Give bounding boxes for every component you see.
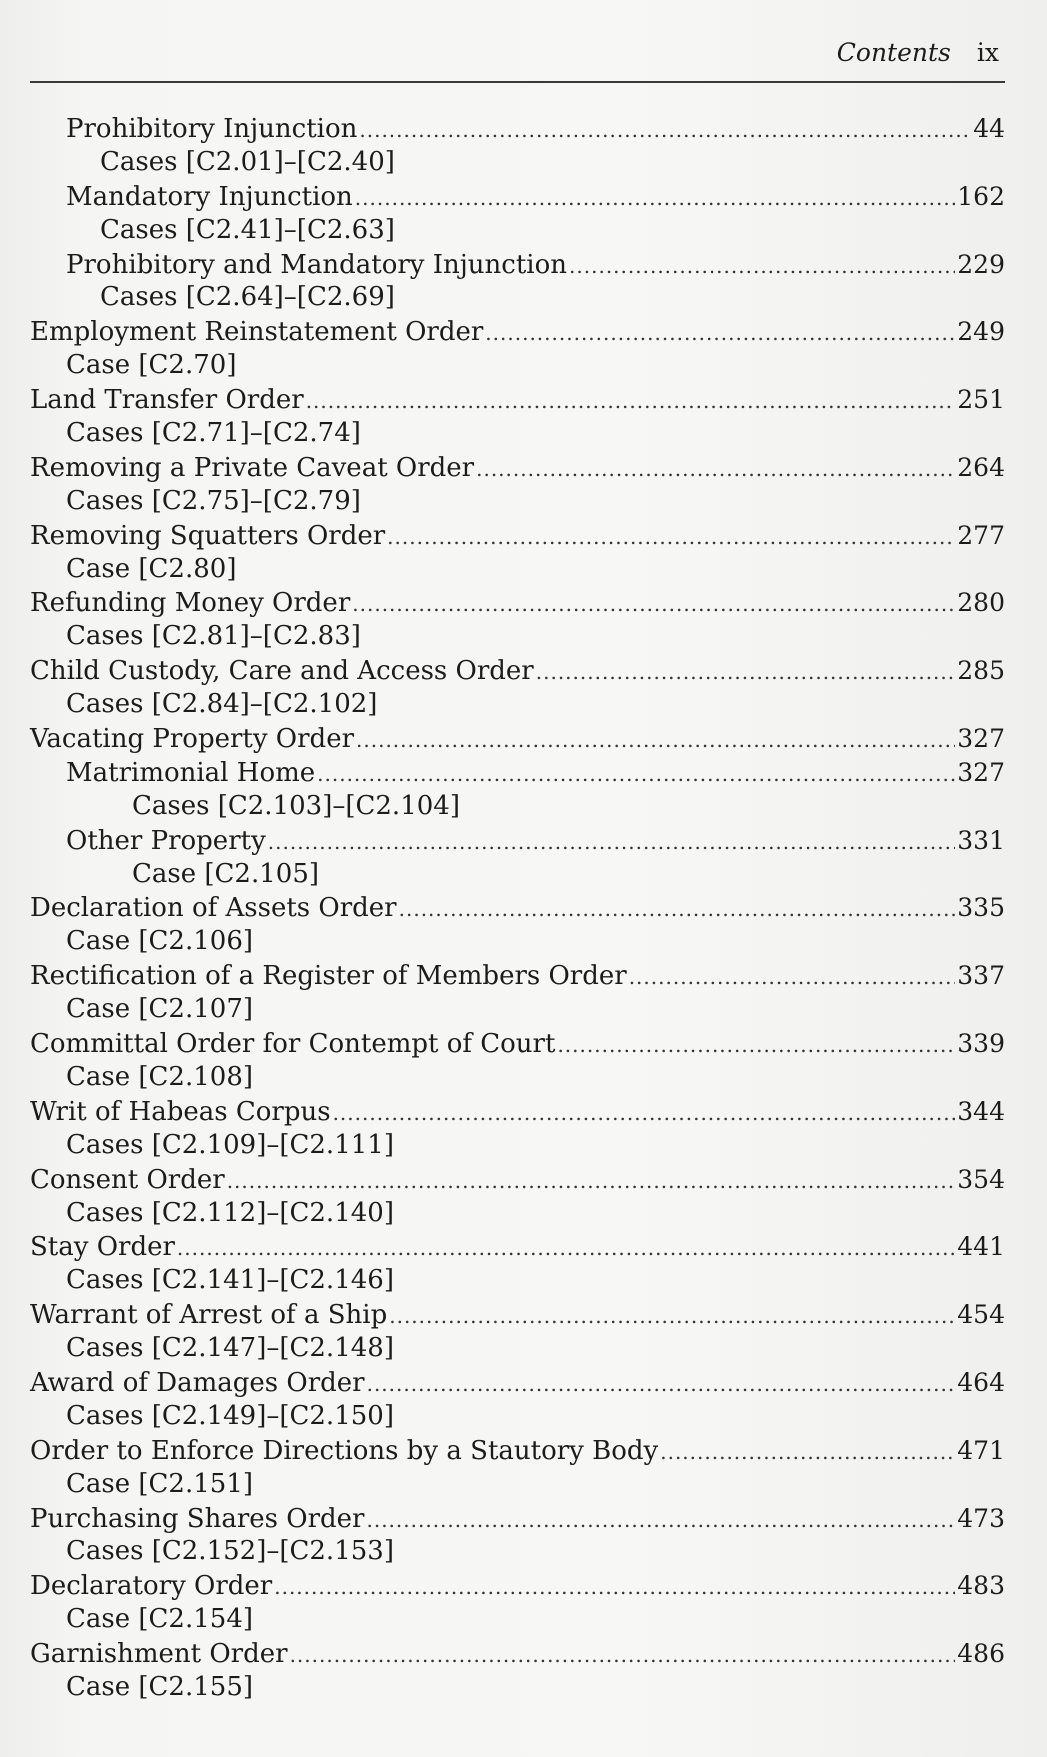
toc-entry-label: Cases [C2.41]–[C2.63]: [100, 214, 395, 245]
toc-entry[interactable]: [30, 383, 1005, 417]
toc-entry[interactable]: [30, 1027, 1005, 1061]
toc-case-reference[interactable]: [30, 281, 1005, 315]
toc-entry-label: Committal Order for Contempt of Court: [30, 1029, 556, 1060]
toc-case-reference[interactable]: [30, 417, 1005, 451]
toc-entry[interactable]: [30, 112, 1005, 146]
toc-entry-label: Cases [C2.103]–[C2.104]: [132, 790, 460, 821]
toc-page-number: 483: [957, 1571, 1005, 1601]
dot-leader: [366, 1504, 955, 1538]
toc-page-number: 454: [957, 1300, 1005, 1330]
header-rule: [30, 81, 1005, 83]
toc-entry-label: Warrant of Arrest of a Ship: [30, 1300, 388, 1331]
dot-leader: [306, 385, 956, 419]
toc-entry-label: Stay Order: [30, 1232, 175, 1263]
toc-page-number: 44: [973, 114, 1005, 143]
toc-entry-label: Cases [C2.109]–[C2.111]: [66, 1129, 394, 1160]
toc-entry-label: Land Transfer Order: [30, 385, 304, 416]
toc-entry-label: Case [C2.155]: [66, 1671, 254, 1702]
toc-entry[interactable]: [30, 1637, 1005, 1671]
toc-entry-label: Removing Squatters Order: [30, 520, 386, 551]
toc-page-number: 486: [957, 1639, 1005, 1669]
toc-case-reference[interactable]: [30, 1332, 1005, 1366]
toc-entry[interactable]: [30, 1502, 1005, 1536]
toc-entry-label: Vacating Property Order: [30, 724, 355, 755]
toc-entry[interactable]: [30, 1569, 1005, 1603]
toc-case-reference[interactable]: [30, 1264, 1005, 1298]
dot-leader: [352, 588, 955, 622]
toc-entry-label: Cases [C2.147]–[C2.148]: [66, 1333, 394, 1364]
toc-entry-label: Cases [C2.64]–[C2.69]: [100, 282, 395, 313]
toc-entry[interactable]: [30, 756, 1005, 790]
toc-entry-label: Consent Order: [30, 1164, 225, 1195]
dot-leader: [389, 1300, 955, 1334]
toc-page-number: 327: [957, 724, 1005, 754]
toc-entry-label: Garnishment Order: [30, 1639, 288, 1670]
toc-page-number: 354: [957, 1164, 1005, 1194]
toc-entry-label: Cases [C2.112]–[C2.140]: [66, 1197, 394, 1228]
toc-case-reference[interactable]: [30, 1603, 1005, 1637]
toc-entry-label: Cases [C2.75]–[C2.79]: [66, 485, 361, 516]
toc-entry-label: Declaratory Order: [30, 1571, 273, 1602]
toc-entry[interactable]: [30, 180, 1005, 214]
toc-case-reference[interactable]: [30, 1468, 1005, 1502]
toc-entry-label: Prohibitory and Mandatory Injunction: [66, 249, 568, 280]
toc-entry[interactable]: [30, 824, 1005, 858]
toc-entry-label: Case [C2.154]: [66, 1604, 254, 1635]
dot-leader: [317, 758, 955, 792]
toc-entry[interactable]: [30, 1095, 1005, 1129]
toc-entry-label: Declaration of Assets Order: [30, 893, 397, 924]
toc-case-reference[interactable]: [30, 349, 1005, 383]
toc-case-reference[interactable]: [30, 790, 1005, 824]
toc-entry-label: Rectification of a Register of Members Order: [30, 961, 627, 992]
toc-case-reference[interactable]: [30, 993, 1005, 1027]
toc-entry[interactable]: [30, 959, 1005, 993]
toc-entry-label: Order to Enforce Directions by a Stautory Body: [30, 1435, 659, 1466]
toc-entry-label: Cases [C2.141]–[C2.146]: [66, 1265, 394, 1296]
toc-page-number: 339: [957, 1029, 1005, 1059]
toc-page-number: 277: [957, 520, 1005, 550]
dot-leader: [227, 1165, 956, 1199]
dot-leader: [268, 826, 956, 860]
dot-leader: [660, 1436, 955, 1470]
toc-page-number: 249: [957, 317, 1005, 347]
toc-entry-label: Matrimonial Home: [66, 757, 316, 788]
toc-entry-label: Case [C2.107]: [66, 994, 254, 1025]
dot-leader: [476, 453, 955, 487]
toc-case-reference[interactable]: [30, 146, 1005, 180]
dot-leader: [177, 1232, 955, 1266]
dot-leader: [557, 1029, 955, 1063]
toc-page-number: 280: [957, 588, 1005, 618]
toc-entry-label: Case [C2.105]: [132, 858, 320, 889]
toc-entry[interactable]: [30, 1163, 1005, 1197]
toc-entry[interactable]: [30, 519, 1005, 553]
dot-leader: [536, 656, 956, 690]
table-of-contents: [30, 112, 1005, 1705]
toc-entry-label: Cases [C2.71]–[C2.74]: [66, 418, 361, 449]
toc-entry-label: Purchasing Shares Order: [30, 1503, 365, 1534]
toc-case-reference[interactable]: [30, 1671, 1005, 1705]
toc-page-number: 327: [957, 757, 1005, 787]
toc-case-reference[interactable]: [30, 1400, 1005, 1434]
toc-case-reference[interactable]: [30, 1129, 1005, 1163]
toc-entry[interactable]: [30, 1298, 1005, 1332]
dot-leader: [290, 1639, 956, 1673]
toc-page-number: 471: [957, 1435, 1005, 1465]
toc-entry-label: Child Custody, Care and Access Order: [30, 656, 534, 687]
toc-page-number: 335: [957, 893, 1005, 923]
toc-page-number: 264: [957, 452, 1005, 482]
toc-case-reference[interactable]: [30, 925, 1005, 959]
dot-leader: [387, 521, 955, 555]
toc-entry[interactable]: [30, 451, 1005, 485]
toc-entry-label: Cases [C2.81]–[C2.83]: [66, 621, 361, 652]
toc-page-number: 473: [957, 1503, 1005, 1533]
toc-case-reference[interactable]: [30, 688, 1005, 722]
toc-entry-label: Case [C2.80]: [66, 553, 237, 584]
page-number: ix: [976, 38, 999, 67]
toc-entry-label: Case [C2.106]: [66, 926, 254, 957]
toc-entry-label: Removing a Private Caveat Order: [30, 452, 475, 483]
toc-entry[interactable]: [30, 586, 1005, 620]
toc-case-reference[interactable]: [30, 485, 1005, 519]
toc-entry-label: Prohibitory Injunction: [66, 114, 358, 144]
toc-entry[interactable]: [30, 315, 1005, 349]
toc-entry-label: Writ of Habeas Corpus: [30, 1096, 331, 1127]
dot-leader: [367, 1368, 956, 1402]
running-head-title: Contents: [836, 38, 951, 67]
toc-entry-label: Award of Damages Order: [30, 1367, 365, 1398]
toc-page-number: 441: [957, 1232, 1005, 1262]
toc-entry[interactable]: [30, 1434, 1005, 1468]
toc-page-number: 337: [957, 961, 1005, 991]
toc-entry-label: Other Property: [66, 825, 266, 856]
toc-case-reference[interactable]: [30, 1197, 1005, 1231]
toc-page-number: 229: [957, 249, 1005, 279]
dot-leader: [569, 250, 955, 284]
toc-page-number: 331: [957, 825, 1005, 855]
toc-page-number: 464: [957, 1367, 1005, 1397]
dot-leader: [399, 893, 956, 927]
dot-leader: [274, 1571, 955, 1605]
toc-entry[interactable]: [30, 654, 1005, 688]
toc-case-reference[interactable]: [30, 553, 1005, 587]
dot-leader: [355, 182, 955, 216]
toc-entry[interactable]: [30, 722, 1005, 756]
toc-entry-label: Cases [C2.84]–[C2.102]: [66, 689, 378, 720]
toc-entry-label: Cases [C2.152]–[C2.153]: [66, 1536, 394, 1567]
toc-case-reference[interactable]: [30, 620, 1005, 654]
dot-leader: [356, 724, 955, 758]
toc-page-number: 285: [957, 656, 1005, 686]
toc-page-number: 251: [957, 385, 1005, 415]
running-head: [837, 38, 999, 67]
toc-case-reference[interactable]: [30, 858, 1005, 892]
toc-entry[interactable]: [30, 891, 1005, 925]
toc-page-number: 344: [957, 1096, 1005, 1126]
toc-entry[interactable]: [30, 1230, 1005, 1264]
toc-entry-label: Case [C2.151]: [66, 1468, 254, 1499]
toc-entry-label: Cases [C2.01]–[C2.40]: [100, 146, 395, 177]
toc-entry-label: Mandatory Injunction: [66, 181, 353, 212]
toc-entry-label: Employment Reinstatement Order: [30, 317, 484, 348]
toc-page-number: 162: [957, 181, 1005, 211]
toc-entry[interactable]: [30, 1366, 1005, 1400]
toc-entry-label: Cases [C2.149]–[C2.150]: [66, 1400, 394, 1431]
dot-leader: [485, 317, 955, 351]
dot-leader: [629, 961, 956, 995]
toc-case-reference[interactable]: [30, 1061, 1005, 1095]
dot-leader: [359, 114, 971, 148]
toc-entry-label: Case [C2.70]: [66, 350, 237, 381]
toc-entry[interactable]: [30, 248, 1005, 282]
toc-case-reference[interactable]: [30, 1535, 1005, 1569]
toc-entry-label: Case [C2.108]: [66, 1061, 254, 1092]
dot-leader: [333, 1097, 956, 1131]
toc-case-reference[interactable]: [30, 214, 1005, 248]
toc-entry-label: Refunding Money Order: [30, 588, 351, 619]
